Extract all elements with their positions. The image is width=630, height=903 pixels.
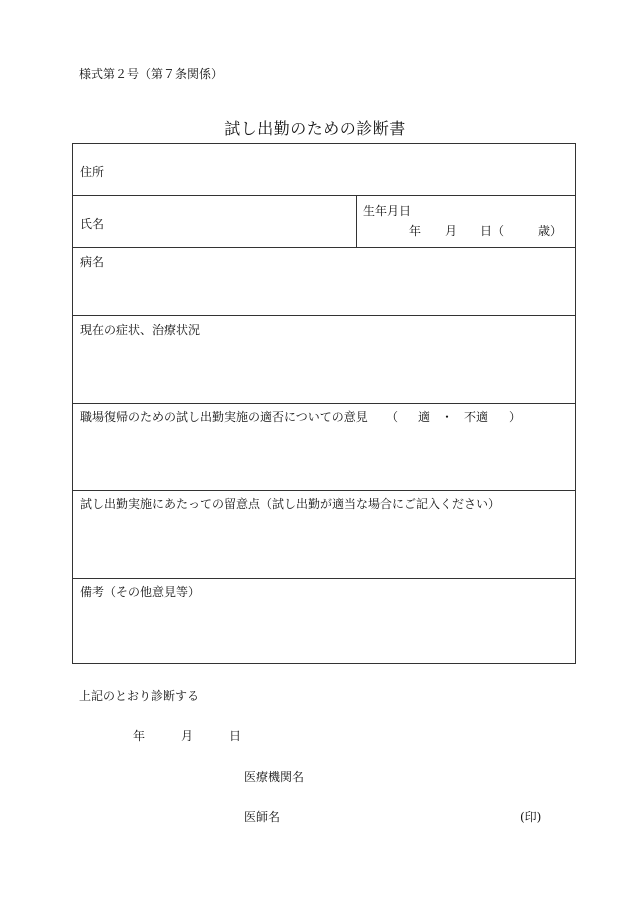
doctor-label: 医師名: [244, 810, 281, 824]
name-cell[interactable]: [73, 196, 356, 247]
opinion-unsuitable-option[interactable]: 不適: [464, 410, 489, 424]
address-row[interactable]: [73, 144, 575, 196]
symptoms-row[interactable]: [73, 316, 575, 404]
dob-cell[interactable]: [357, 196, 575, 247]
seal-mark: (印): [520, 810, 542, 824]
dob-year: 年: [409, 224, 422, 238]
symptoms-label: 現在の症状、治療状況: [80, 323, 201, 337]
diagnosis-statement: 上記のとおり診断する: [79, 689, 200, 703]
disease-row[interactable]: [73, 248, 575, 316]
remarks-row[interactable]: [73, 579, 575, 663]
disease-label: 病名: [80, 255, 105, 269]
notes-label: 試し出勤実施にあたっての留意点（試し出勤が適当な場合にご記入ください）: [80, 497, 501, 511]
remarks-label: 備考（その他意見等）: [80, 585, 201, 599]
name-dob-row: [73, 196, 575, 248]
opinion-separator: ・: [441, 410, 454, 424]
date-day: 日: [229, 729, 242, 743]
dob-age: 歳）: [538, 224, 563, 238]
dob-label: 生年月日: [363, 204, 412, 218]
opinion-close-paren: ）: [509, 410, 522, 424]
opinion-row[interactable]: [73, 404, 575, 491]
date-year: 年: [133, 729, 146, 743]
institution-label: 医療機関名: [244, 770, 305, 784]
address-label: 住所: [80, 165, 105, 179]
dob-month: 月: [445, 224, 458, 238]
dob-day: 日（: [480, 224, 505, 238]
opinion-open-paren: （: [386, 410, 399, 424]
opinion-suitable-option[interactable]: 適: [418, 410, 431, 424]
name-label: 氏名: [80, 217, 105, 231]
notes-row[interactable]: [73, 491, 575, 579]
page-title: 試し出勤のための診断書: [224, 119, 406, 138]
form-number: 様式第２号（第７条関係）: [79, 67, 224, 81]
date-month: 月: [181, 729, 194, 743]
opinion-label: 職場復帰のための試し出勤実施の適否についての意見: [80, 410, 368, 424]
diagnosis-form-table: [72, 143, 576, 664]
